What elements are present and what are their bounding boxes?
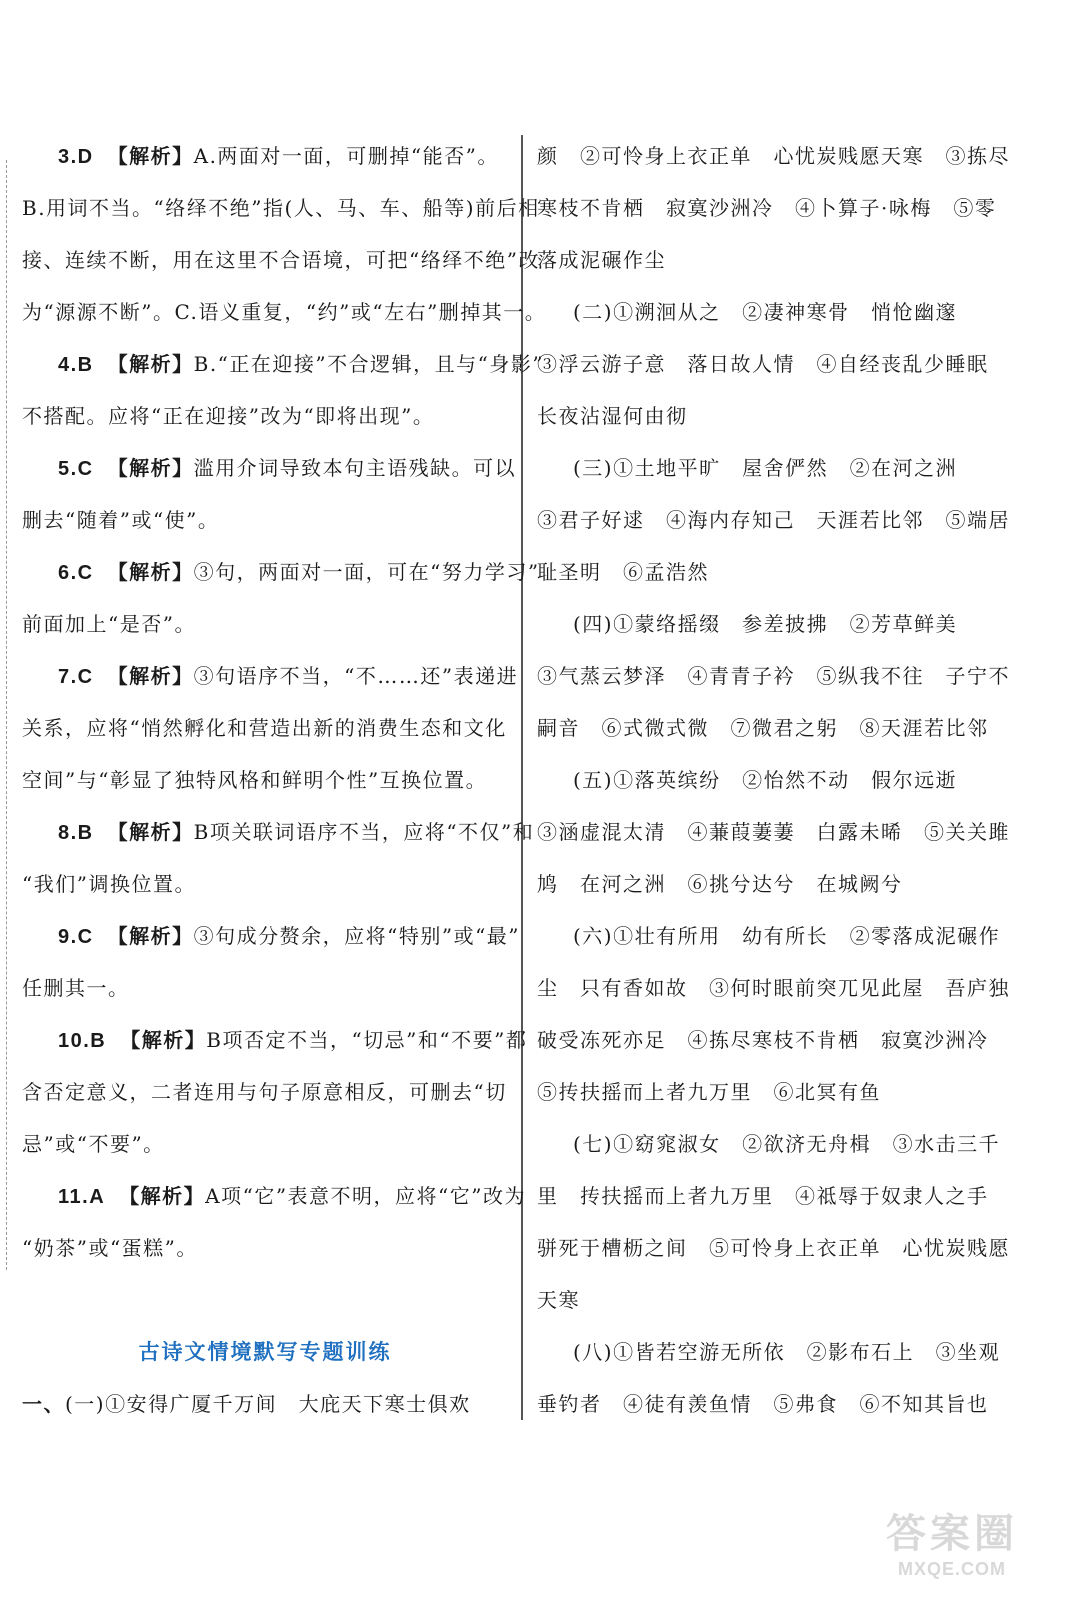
right-line: 鸠 在河之洲 ⑥挑兮达兮 在城阙兮 <box>537 872 903 896</box>
answer-5-line-1 <box>22 442 517 494</box>
analysis-tag: 【解析】 <box>107 560 194 584</box>
analysis-tag: 【解析】 <box>120 1028 207 1052</box>
analysis-tag: 【解析】 <box>107 456 194 480</box>
analysis-tag: 【解析】 <box>107 820 194 844</box>
column-divider <box>521 135 523 1420</box>
answer-text: ③句成分赘余，应将“特别”或“最” <box>193 924 521 948</box>
answer-text: A项“它”表意不明，应将“它”改为 <box>205 1184 526 1208</box>
left-margin-rule <box>6 160 7 1270</box>
answer-10-line-1 <box>22 1014 528 1066</box>
answer-11-line-2: “奶茶”或“蛋糕”。 <box>22 1236 198 1260</box>
answer-5-line-2: 删去“随着”或“使”。 <box>22 508 220 532</box>
answer-text: 滥用介词导致本句主语残缺。可以 <box>193 456 517 480</box>
answer-3-line-2: B.用词不当。“络绎不绝”指(人、马、车、船等)前后相 <box>22 196 540 220</box>
right-line: 落成泥碾作尘 <box>537 248 666 272</box>
right-line: 长夜沾湿何由彻 <box>537 404 688 428</box>
answer-number: 6.C <box>58 562 94 584</box>
right-line: ⑤抟扶摇而上者九万里 ⑥北冥有鱼 <box>537 1080 881 1104</box>
right-line: 垂钓者 ④徒有羡鱼情 ⑤弗食 ⑥不知其旨也 <box>537 1392 989 1416</box>
analysis-tag: 【解析】 <box>107 144 194 168</box>
answer-3-line-3: 接、连续不断，用在这里不合语境，可把“络绎不绝”改 <box>22 248 540 272</box>
analysis-tag: 【解析】 <box>107 924 194 948</box>
right-line: 里 抟扶摇而上者九万里 ④祗辱于奴隶人之手 <box>537 1184 989 1208</box>
answer-9-line-1 <box>22 910 521 962</box>
answer-text: B.“正在迎接”不合逻辑，且与“身影” <box>193 352 545 376</box>
analysis-tag: 【解析】 <box>107 352 194 376</box>
answer-7-line-2: 关系，应将“悄然孵化和营造出新的消费生态和文化 <box>22 716 507 740</box>
answer-text: ③句，两面对一面，可在“努力学习” <box>193 560 540 584</box>
right-line: ③气蒸云梦泽 ④青青子衿 ⑤纵我不往 子宁不 <box>537 664 1010 688</box>
answer-9-line-2: 任删其一。 <box>22 976 130 1000</box>
right-line: ③君子好逑 ④海内存知己 天涯若比邻 ⑤端居 <box>537 508 1010 532</box>
answer-number: 10.B <box>58 1030 107 1052</box>
section-number: 一、 <box>22 1392 65 1416</box>
right-line: (二)①溯洄从之 ②凄神寒骨 悄怆幽邃 <box>573 300 958 324</box>
answer-7-line-3: 空间”与“彰显了独特风格和鲜明个性”互换位置。 <box>22 768 488 792</box>
right-line: (八)①皆若空游无所依 ②影布石上 ③坐观 <box>573 1340 1001 1364</box>
section-first-line <box>22 1378 508 1430</box>
left-column <box>22 130 547 1430</box>
right-line: (三)①土地平旷 屋舍俨然 ②在河之洲 <box>573 456 958 480</box>
right-line: 破受冻死亦足 ④拣尽寒枝不肯栖 寂寞沙洲冷 <box>537 1028 989 1052</box>
answer-text: ③句语序不当，“不……还”表递进 <box>193 664 519 688</box>
right-line: 嗣音 ⑥式微式微 ⑦微君之躬 ⑧天涯若比邻 <box>537 716 989 740</box>
right-line: ③涵虚混太清 ④蒹葭萋萋 白露未晞 ⑤关关雎 <box>537 820 1010 844</box>
right-line: 耻圣明 ⑥孟浩然 <box>537 560 709 584</box>
right-line: 尘 只有香如故 ③何时眼前突兀见此屋 吾庐独 <box>537 976 1010 1000</box>
answer-11-line-1 <box>22 1170 526 1222</box>
right-line: (六)①壮有所用 幼有所长 ②零落成泥碾作 <box>573 924 1001 948</box>
section-title: 古诗文情境默写专题训练 <box>138 1339 392 1364</box>
answer-number: 7.C <box>58 666 94 688</box>
answer-3-line-4: 为“源源不断”。C.语义重复，“约”或“左右”删掉其一。 <box>22 300 547 324</box>
answer-8-line-2: “我们”调换位置。 <box>22 872 196 896</box>
analysis-tag: 【解析】 <box>107 664 194 688</box>
answer-10-line-3: 忌”或“不要”。 <box>22 1132 165 1156</box>
answer-4-line-1 <box>22 338 545 390</box>
answer-6-line-1 <box>22 546 540 598</box>
answer-number: 4.B <box>58 354 94 376</box>
right-line: ③浮云游子意 落日故人情 ④自经丧乱少睡眠 <box>537 352 989 376</box>
section-text: (一)①安得广厦千万间 大庇天下寒士俱欢 <box>65 1392 471 1416</box>
right-line: 寒枝不肯栖 寂寞沙洲冷 ④卜算子·咏梅 ⑤零 <box>537 196 997 220</box>
answer-6-line-2: 前面加上“是否”。 <box>22 612 196 636</box>
answer-4-line-2: 不搭配。应将“正在迎接”改为“即将出现”。 <box>22 404 435 428</box>
answer-number: 5.C <box>58 458 94 480</box>
answer-3-line-1 <box>22 130 508 182</box>
answer-number: 11.A <box>58 1186 106 1208</box>
answer-number: 3.D <box>58 146 94 168</box>
answer-number: 8.B <box>58 822 94 844</box>
right-line: 骈死于槽枥之间 ⑤可怜身上衣正单 心忧炭贱愿 <box>537 1236 1010 1260</box>
answer-10-line-2: 含否定意义，二者连用与句子原意相反，可删去“切 <box>22 1080 507 1104</box>
right-line: 颜 ②可怜身上衣正单 心忧炭贱愿天寒 ③拣尽 <box>537 144 1010 168</box>
answer-text: A.两面对一面，可删掉“能否”。 <box>193 144 499 168</box>
section-spacer <box>22 1274 508 1326</box>
watermark-url: MXQE.COM <box>897 1559 1006 1579</box>
answer-text: B项关联词语序不当，应将“不仅”和 <box>193 820 535 844</box>
right-line: (四)①蒙络摇缀 参差披拂 ②芳草鲜美 <box>573 612 958 636</box>
answer-number: 9.C <box>58 926 94 948</box>
right-line: (五)①落英缤纷 ②怡然不动 假尔远逝 <box>573 768 958 792</box>
right-line: 天寒 <box>537 1288 580 1312</box>
answer-text: B项否定不当，“切忌”和“不要”都 <box>206 1028 528 1052</box>
right-column <box>537 130 1023 1430</box>
answer-8-line-1 <box>22 806 535 858</box>
watermark-logo <box>857 1502 1047 1580</box>
right-line: (七)①窈窕淑女 ②欲济无舟楫 ③水击三千 <box>573 1132 1001 1156</box>
analysis-tag: 【解析】 <box>119 1184 206 1208</box>
answer-7-line-1 <box>22 650 519 702</box>
watermark-text: 答案圈 <box>886 1512 1018 1556</box>
